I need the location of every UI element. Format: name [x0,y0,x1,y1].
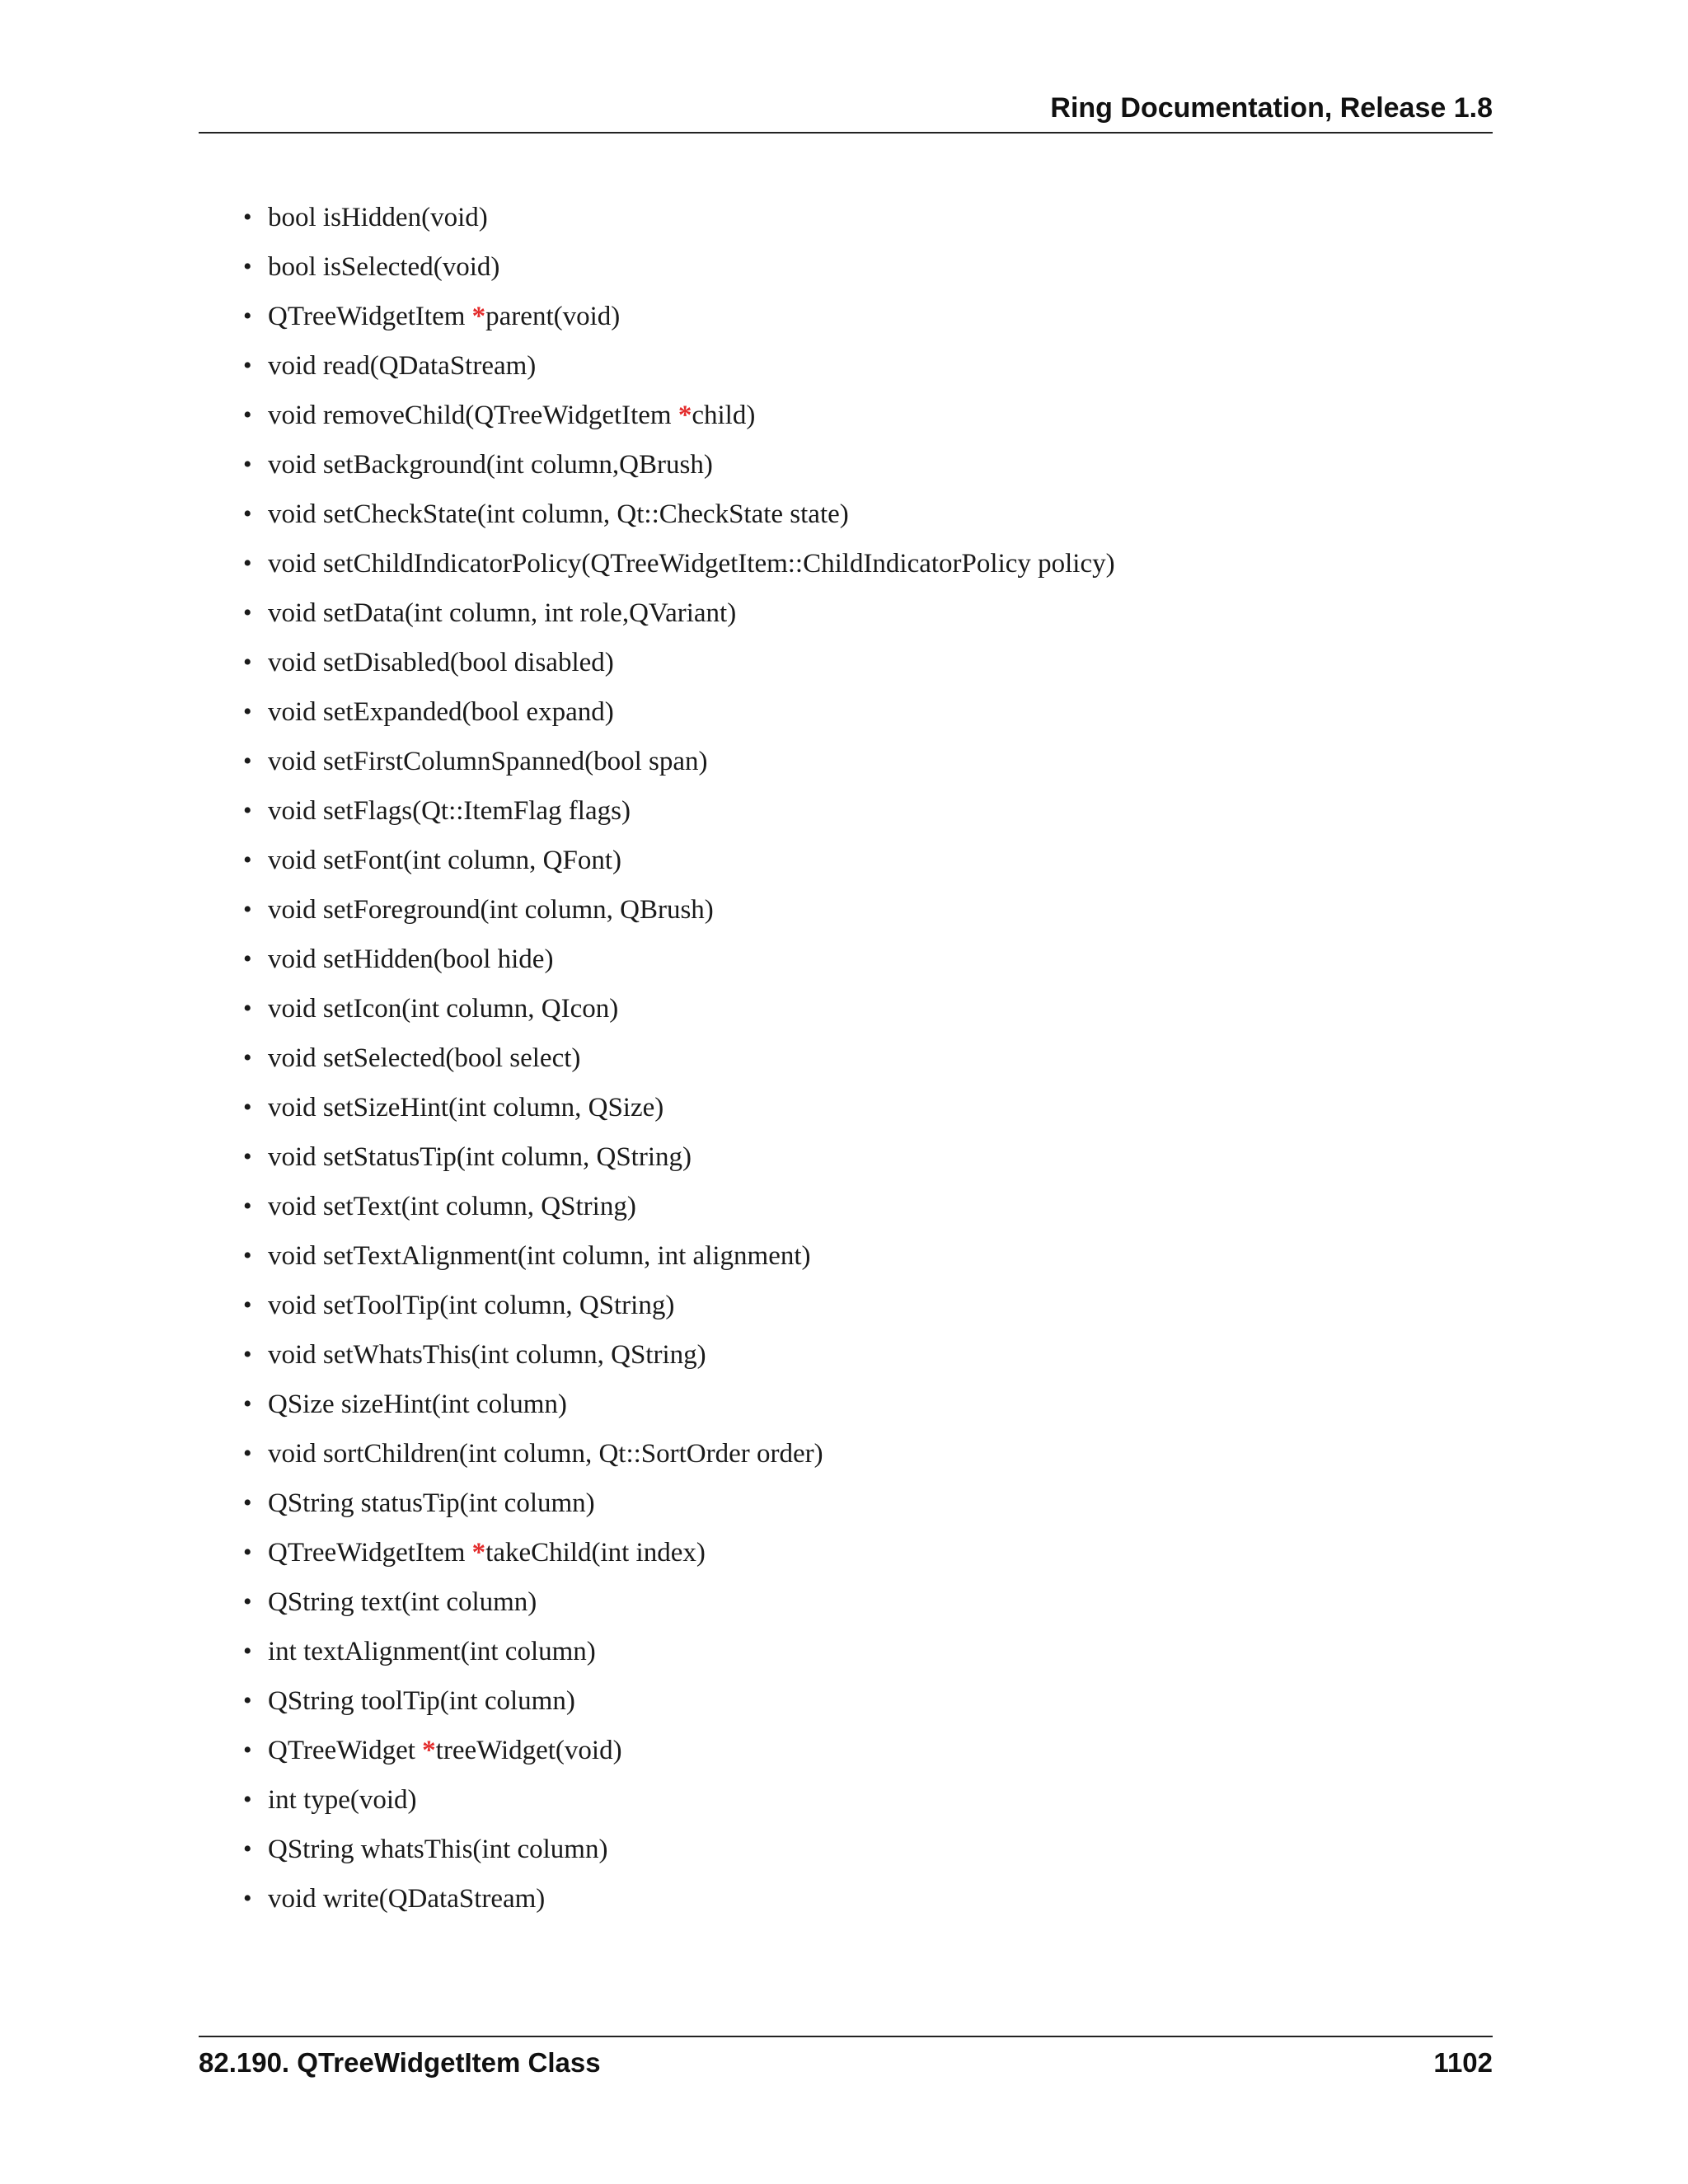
bullet-icon: • [243,1835,252,1863]
bullet-icon: • [243,1687,252,1714]
list-item [243,694,1115,743]
method-signature: void setSelected(bool select) [268,1043,581,1073]
list-item [243,1337,1115,1386]
bullet-icon: • [243,1143,252,1170]
method-signature: void setFont(int column, QFont) [268,846,621,875]
list-item [243,1386,1115,1436]
method-signature: void setStatusTip(int column, QString) [268,1142,692,1172]
method-list [243,199,1115,1930]
bullet-icon: • [243,1489,252,1516]
method-signature: bool isSelected(void) [268,252,500,282]
bullet-icon: • [243,995,252,1022]
method-signature: void setFlags(Qt::ItemFlag flags) [268,796,631,826]
list-item [243,1782,1115,1831]
list-item [243,1485,1115,1535]
list-item [243,1683,1115,1732]
bullet-icon: • [243,846,252,874]
bullet-icon: • [243,1390,252,1418]
list-item [243,1535,1115,1584]
bullet-icon: • [243,500,252,527]
list-item [243,546,1115,595]
list-item [243,1732,1115,1782]
bullet-icon: • [243,1044,252,1071]
method-signature: int textAlignment(int column) [268,1637,596,1666]
method-signature: QTreeWidget [268,1736,423,1765]
bullet-icon: • [243,1440,252,1467]
pointer-marker: * [678,401,692,430]
list-item [243,1287,1115,1337]
pointer-marker: * [471,1538,486,1568]
method-signature: void setData(int column, int role,QVariant) [268,598,737,628]
page-number: 1102 [1433,2047,1493,2078]
method-signature: QString toolTip(int column) [268,1686,575,1716]
pointer-marker: * [471,302,486,331]
list-item [243,447,1115,496]
bullet-icon: • [243,352,252,379]
method-signature: void setDisabled(bool disabled) [268,648,614,677]
list-item [243,1633,1115,1683]
bullet-icon: • [243,1786,252,1813]
bullet-icon: • [243,253,252,280]
list-item [243,249,1115,298]
method-signature-rest: treeWidget(void) [435,1736,622,1765]
footer-section-title: 82.190. QTreeWidgetItem Class [199,2047,601,2078]
method-signature-rest: parent(void) [485,302,621,331]
method-signature: void sortChildren(int column, Qt::SortOrder order) [268,1439,823,1469]
method-signature: void setWhatsThis(int column, QString) [268,1340,706,1370]
list-item [243,842,1115,892]
method-signature-rest: child) [692,401,756,430]
list-item [243,1040,1115,1090]
method-signature: QString statusTip(int column) [268,1488,595,1518]
pointer-marker: * [422,1736,436,1765]
method-signature: void setToolTip(int column, QString) [268,1291,675,1320]
list-item [243,1188,1115,1238]
bullet-icon: • [243,1736,252,1764]
bullet-icon: • [243,1291,252,1319]
list-item [243,793,1115,842]
bullet-icon: • [243,945,252,972]
method-signature: void setExpanded(bool expand) [268,697,614,727]
method-signature: void setForeground(int column, QBrush) [268,895,714,925]
list-item [243,743,1115,793]
method-signature: void setHidden(bool hide) [268,944,554,974]
list-item [243,199,1115,249]
page-header [199,89,1493,134]
bullet-icon: • [243,1242,252,1269]
bullet-icon: • [243,698,252,725]
list-item [243,1584,1115,1633]
bullet-icon: • [243,748,252,775]
bullet-icon: • [243,550,252,577]
list-item [243,991,1115,1040]
method-signature: void write(QDataStream) [268,1884,546,1914]
list-item [243,298,1115,348]
list-item [243,397,1115,447]
method-signature: void read(QDataStream) [268,351,537,381]
method-signature-rest: takeChild(int index) [485,1538,706,1568]
method-signature: QSize sizeHint(int column) [268,1390,567,1419]
list-item [243,595,1115,644]
bullet-icon: • [243,1885,252,1912]
method-signature: void setText(int column, QString) [268,1192,636,1221]
method-signature: void setChildIndicatorPolicy(QTreeWidgetItem::ChildIndicatorPolicy policy) [268,549,1115,579]
list-item [243,348,1115,397]
bullet-icon: • [243,1638,252,1665]
bullet-icon: • [243,401,252,429]
list-item [243,1090,1115,1139]
list-item [243,1238,1115,1287]
bullet-icon: • [243,797,252,824]
bullet-icon: • [243,451,252,478]
list-item [243,1831,1115,1881]
method-signature: void removeChild(QTreeWidgetItem [268,401,678,430]
method-signature: QTreeWidgetItem [268,302,472,331]
method-signature: void setTextAlignment(int column, int alignment) [268,1241,811,1271]
method-signature: void setBackground(int column,QBrush) [268,450,713,480]
bullet-icon: • [243,1588,252,1615]
method-signature: QString text(int column) [268,1587,537,1617]
bullet-icon: • [243,896,252,923]
method-signature: void setIcon(int column, QIcon) [268,994,619,1024]
list-item [243,1139,1115,1188]
method-signature: QTreeWidgetItem [268,1538,472,1568]
bullet-icon: • [243,204,252,231]
bullet-icon: • [243,1193,252,1220]
method-signature: bool isHidden(void) [268,203,488,232]
method-signature: int type(void) [268,1785,417,1815]
bullet-icon: • [243,599,252,626]
method-signature: void setFirstColumnSpanned(bool span) [268,747,708,776]
bullet-icon: • [243,302,252,330]
document-title: Ring Documentation, Release 1.8 [1050,92,1493,124]
bullet-icon: • [243,1539,252,1566]
list-item [243,1436,1115,1485]
method-signature: QString whatsThis(int column) [268,1835,608,1864]
list-item [243,1881,1115,1930]
list-item [243,892,1115,941]
list-item [243,941,1115,991]
page-footer [199,2036,1493,2087]
bullet-icon: • [243,1341,252,1368]
method-signature: void setCheckState(int column, Qt::CheckState state) [268,499,849,529]
list-item [243,644,1115,694]
bullet-icon: • [243,649,252,676]
bullet-icon: • [243,1094,252,1121]
method-signature: void setSizeHint(int column, QSize) [268,1093,664,1122]
list-item [243,496,1115,546]
